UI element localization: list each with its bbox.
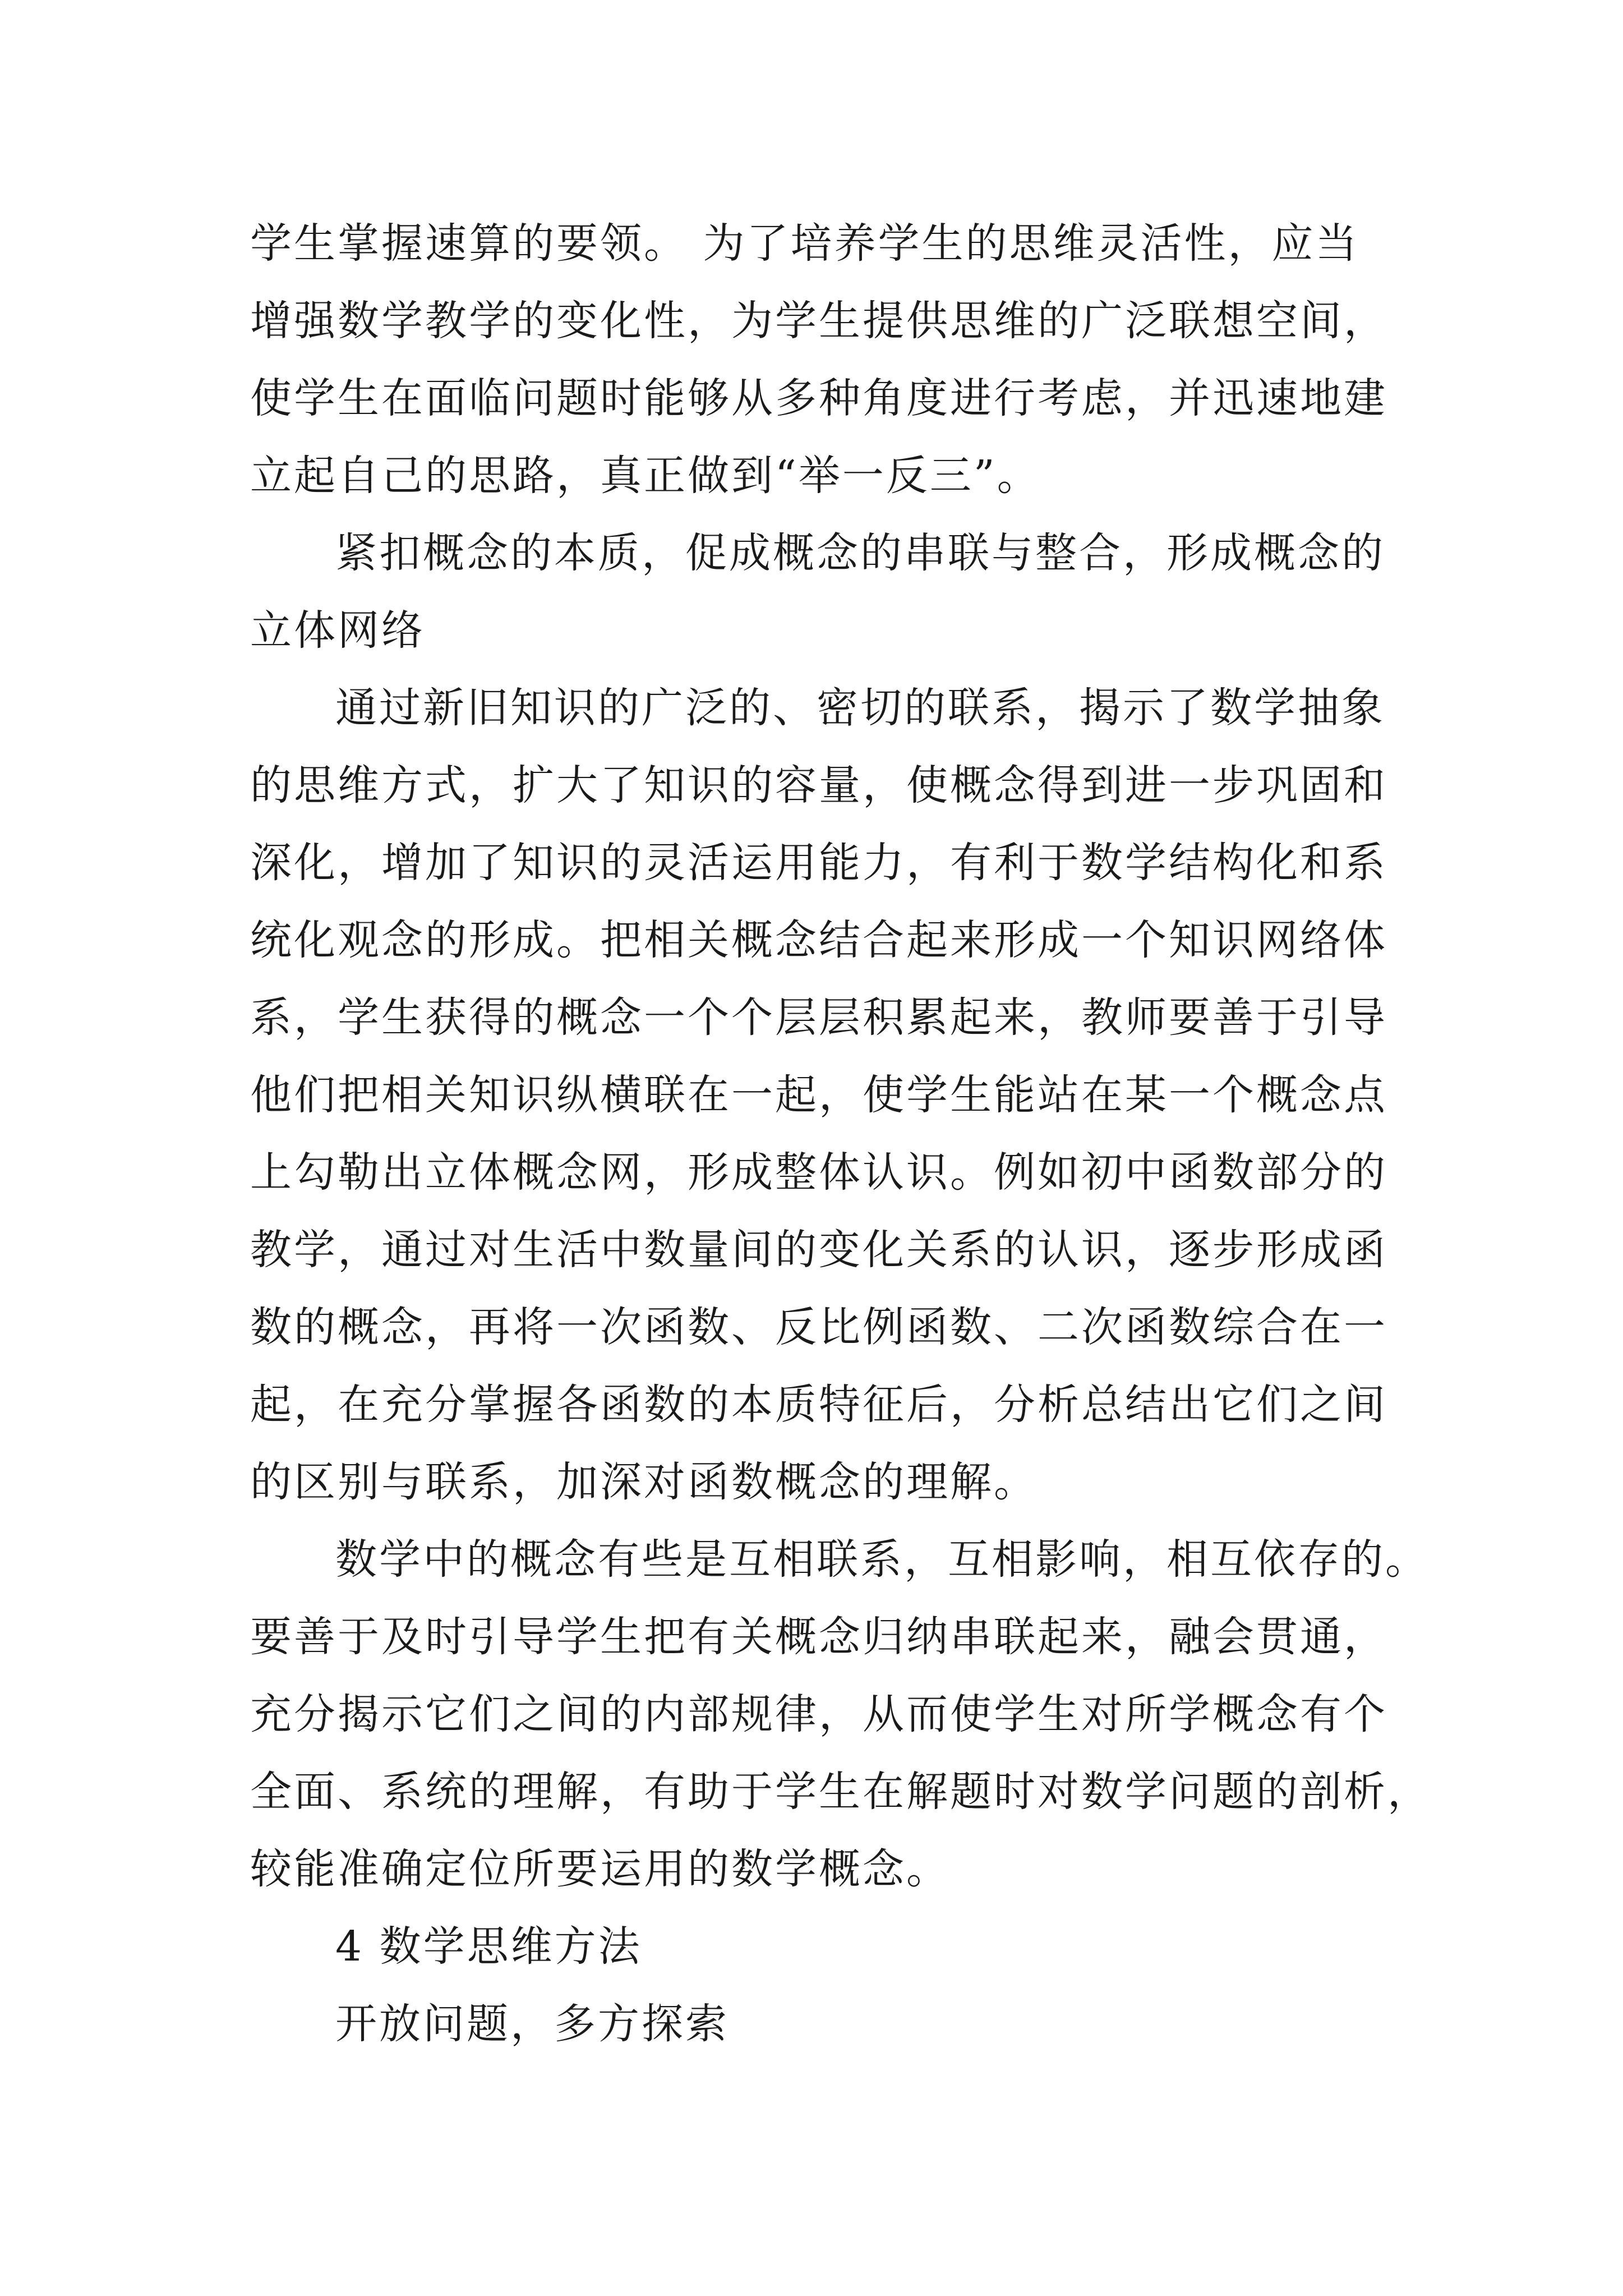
paragraph bbox=[250, 1521, 1431, 1908]
paragraph bbox=[250, 205, 1389, 514]
text-line: 开放问题，多方探索 bbox=[335, 2000, 729, 2048]
text-line: 数的概念，再将一次函数、反比例函数、二次函数综合在一 bbox=[250, 1303, 1387, 1351]
text-line: 立体网络 bbox=[250, 606, 425, 655]
text-line: 全面、系统的理解，有助于学生在解题时对数学问题的剖析， bbox=[250, 1768, 1431, 1816]
text-line: 要善于及时引导学生把有关概念归纳串联起来，融会贯通， bbox=[250, 1613, 1387, 1661]
text-line: 充分揭示它们之间的内部规律，从而使学生对所学概念有个 bbox=[250, 1690, 1387, 1738]
text-line: 的思维方式，扩大了知识的容量，使概念得到进一步巩固和 bbox=[250, 761, 1387, 809]
text-line: 深化，增加了知识的灵活运用能力，有利于数学结构化和系 bbox=[250, 839, 1387, 887]
text-line: 立起自己的思路，真正做到“举一反三”。 bbox=[250, 452, 1041, 500]
text-line: 较能准确定位所要运用的数学概念。 bbox=[250, 1845, 950, 1893]
text-line: 上勾勒出立体概念网，形成整体认识。例如初中函数部分的 bbox=[250, 1148, 1387, 1197]
section-heading bbox=[250, 1985, 1389, 2063]
document-body bbox=[250, 205, 1431, 2063]
text-line: 通过新旧知识的广泛的、密切的联系，揭示了数学抽象 bbox=[335, 684, 1385, 732]
text-line: 统化观念的形成。把相关概念结合起来形成一个知识网络体 bbox=[250, 916, 1387, 964]
text-line: 紧扣概念的本质，促成概念的串联与整合，形成概念的 bbox=[335, 529, 1385, 577]
text-line: 4 数学思维方法 bbox=[335, 1922, 642, 1971]
text-line: 起，在充分掌握各函数的本质特征后，分析总结出它们之间 bbox=[250, 1381, 1387, 1429]
text-line: 教学，通过对生活中数量间的变化关系的认识，逐步形成函 bbox=[250, 1226, 1387, 1274]
text-line: 数学中的概念有些是互相联系，互相影响，相互依存的。 bbox=[335, 1535, 1429, 1584]
paragraph bbox=[250, 669, 1389, 1521]
text-line: 他们把相关知识纵横联在一起，使学生能站在某一个概念点 bbox=[250, 1071, 1387, 1119]
section-heading bbox=[250, 514, 1389, 669]
text-line: 使学生在面临问题时能够从多种角度进行考虑，并迅速地建 bbox=[250, 374, 1387, 422]
section-heading bbox=[250, 1908, 1389, 1985]
text-line: 的区别与联系，加深对函数概念的理解。 bbox=[250, 1458, 1038, 1506]
text-line: 学生掌握速算的要领。 为了培养学生的思维灵活性，应当 bbox=[250, 219, 1359, 268]
text-line: 系，学生获得的概念一个个层层积累起来，教师要善于引导 bbox=[250, 993, 1387, 1042]
text-line: 增强数学教学的变化性，为学生提供思维的广泛联想空间， bbox=[250, 297, 1387, 345]
